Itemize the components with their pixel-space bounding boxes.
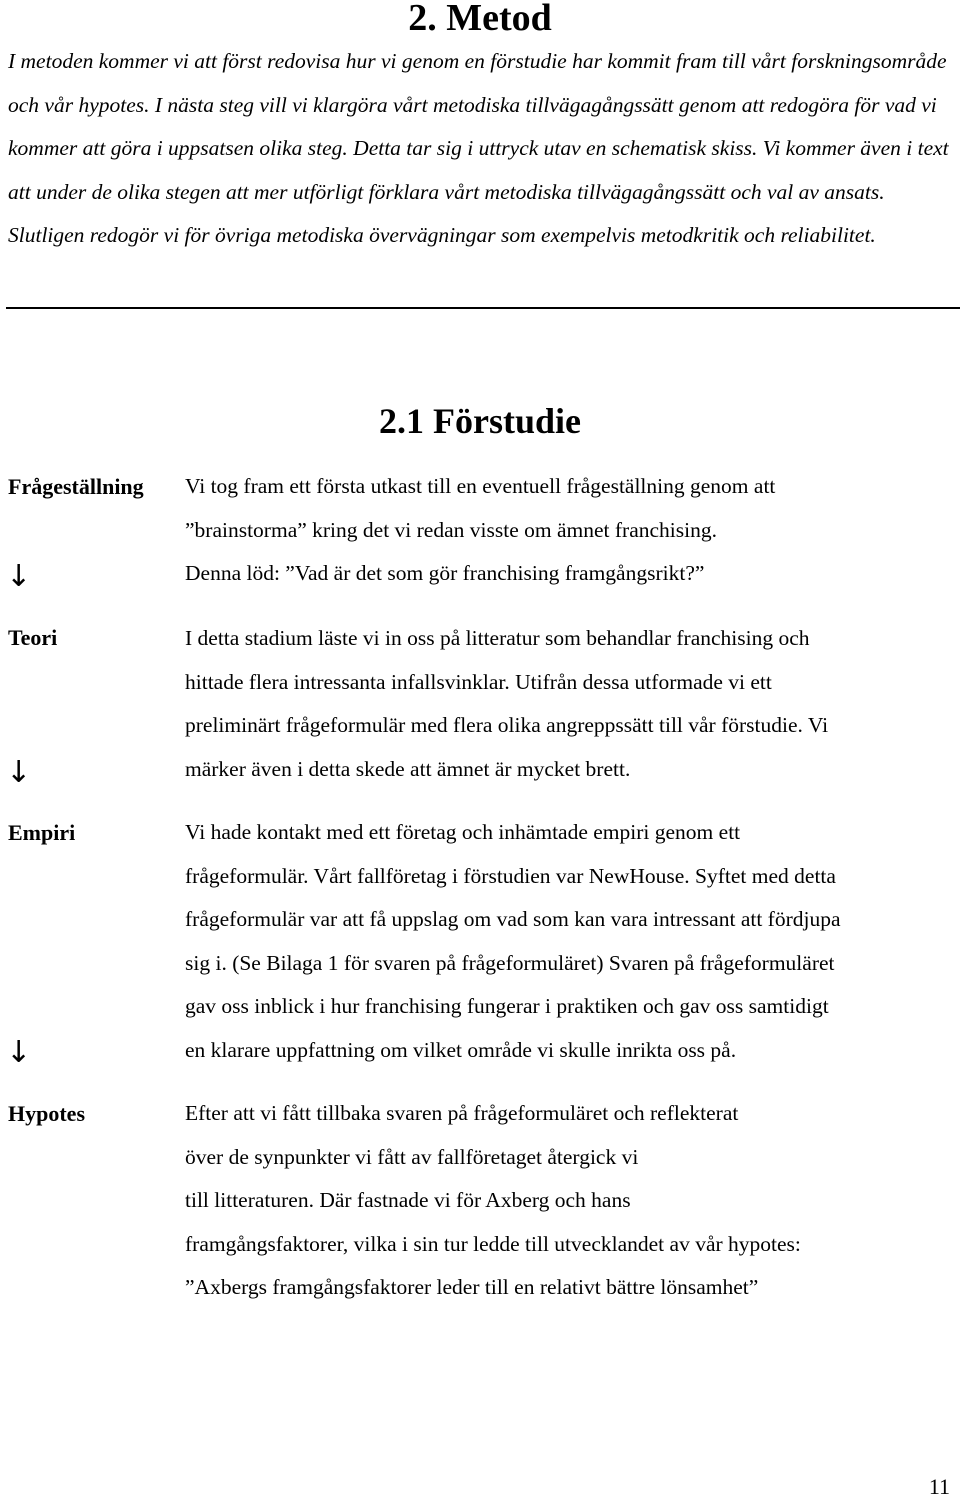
text-line: I detta stadium läste vi in oss på litteratur som behandlar franchising och [185,626,810,650]
step-text-fragestallning [185,465,955,596]
text-line: sig i. (Se Bilaga 1 för svaren på frågeformuläret) Svaren på frågeformuläret [185,950,835,975]
text-line: märker även i detta skede att ämnet är mycket brett. [185,756,631,781]
step-text-empiri [185,811,955,1073]
step-label-fragestallning: Frågeställning [8,474,144,499]
down-arrow-icon: ↓ [6,1035,32,1070]
section-heading: 2.1 Förstudie [379,401,581,441]
text-line: ”brainstorma” kring det vi redan visste om ämnet franchising. [185,517,717,542]
step-text-teori [185,617,955,791]
text-line: framgångsfaktorer, vilka i sin tur ledde till utvecklandet av vår hypotes: [185,1231,801,1256]
text-line: frågeformulär var att få uppslag om vad som kan vara intressant att fördjupa [185,907,841,932]
step-label-empiri: Empiri [8,820,76,845]
text-line: Vi tog fram ett första utkast till en eventuell frågeställning genom att [185,474,776,498]
text-line: en klarare uppfattning om vilket område vi skulle inrikta oss på. [185,1037,737,1062]
text-line: frågeformulär. Vårt fallföretag i förstudien var NewHouse. Syftet med detta [185,863,836,888]
text-line: ”Axbergs framgångsfaktorer leder till en relativt bättre lönsamhet” [185,1275,759,1300]
text-line: över de synpunkter vi fått av fallföretaget återgick vi [185,1144,639,1169]
down-arrow-icon: ↓ [6,559,32,594]
step-label-teori: Teori [8,625,58,650]
step-text-hypotes [185,1092,955,1310]
text-line: Efter att vi fått tillbaka svaren på frågeformuläret och reflekterat [185,1101,739,1125]
intro-paragraph: I metoden kommer vi att först redovisa hur vi genom en förstudie har kommit fram till vårt forskningsområde och vår hypotes. I nästa steg vill vi klargöra vårt metodiska tillvägagångssätt genom att redogöra för vad vi kommer att göra i uppsatsen olika steg. Detta tar sig i uttryck utav en schematisk skiss. Vi kommer även i text att under de olika stegen att mer utförligt förklara vårt metodiska tillvägagångssätt och val av ansats. Slutligen redogör vi för övriga metodiska övervägningar som exempelvis metodkritik och reliabilitet. [8,49,949,248]
down-arrow-icon: ↓ [6,755,32,790]
horizontal-rule [6,307,960,309]
text-line: Denna löd: ”Vad är det som gör franchising framgångsrikt?” [185,561,705,586]
text-line: preliminärt frågeformulär med flera olika angreppssätt till vår förstudie. Vi [185,713,829,738]
page-heading: 2. Metod [408,0,552,39]
page-number: 11 [928,1474,950,1499]
text-line: gav oss inblick i hur franchising fungerar i praktiken och gav oss samtidigt [185,994,829,1019]
text-line: Vi hade kontakt med ett företag och inhämtade empiri genom ett [185,820,741,844]
step-label-hypotes: Hypotes [8,1101,85,1126]
text-line: till litteraturen. Där fastnade vi för Axberg och hans [185,1188,631,1213]
text-line: hittade flera intressanta infallsvinklar. Utifrån dessa utformade vi ett [185,669,772,694]
